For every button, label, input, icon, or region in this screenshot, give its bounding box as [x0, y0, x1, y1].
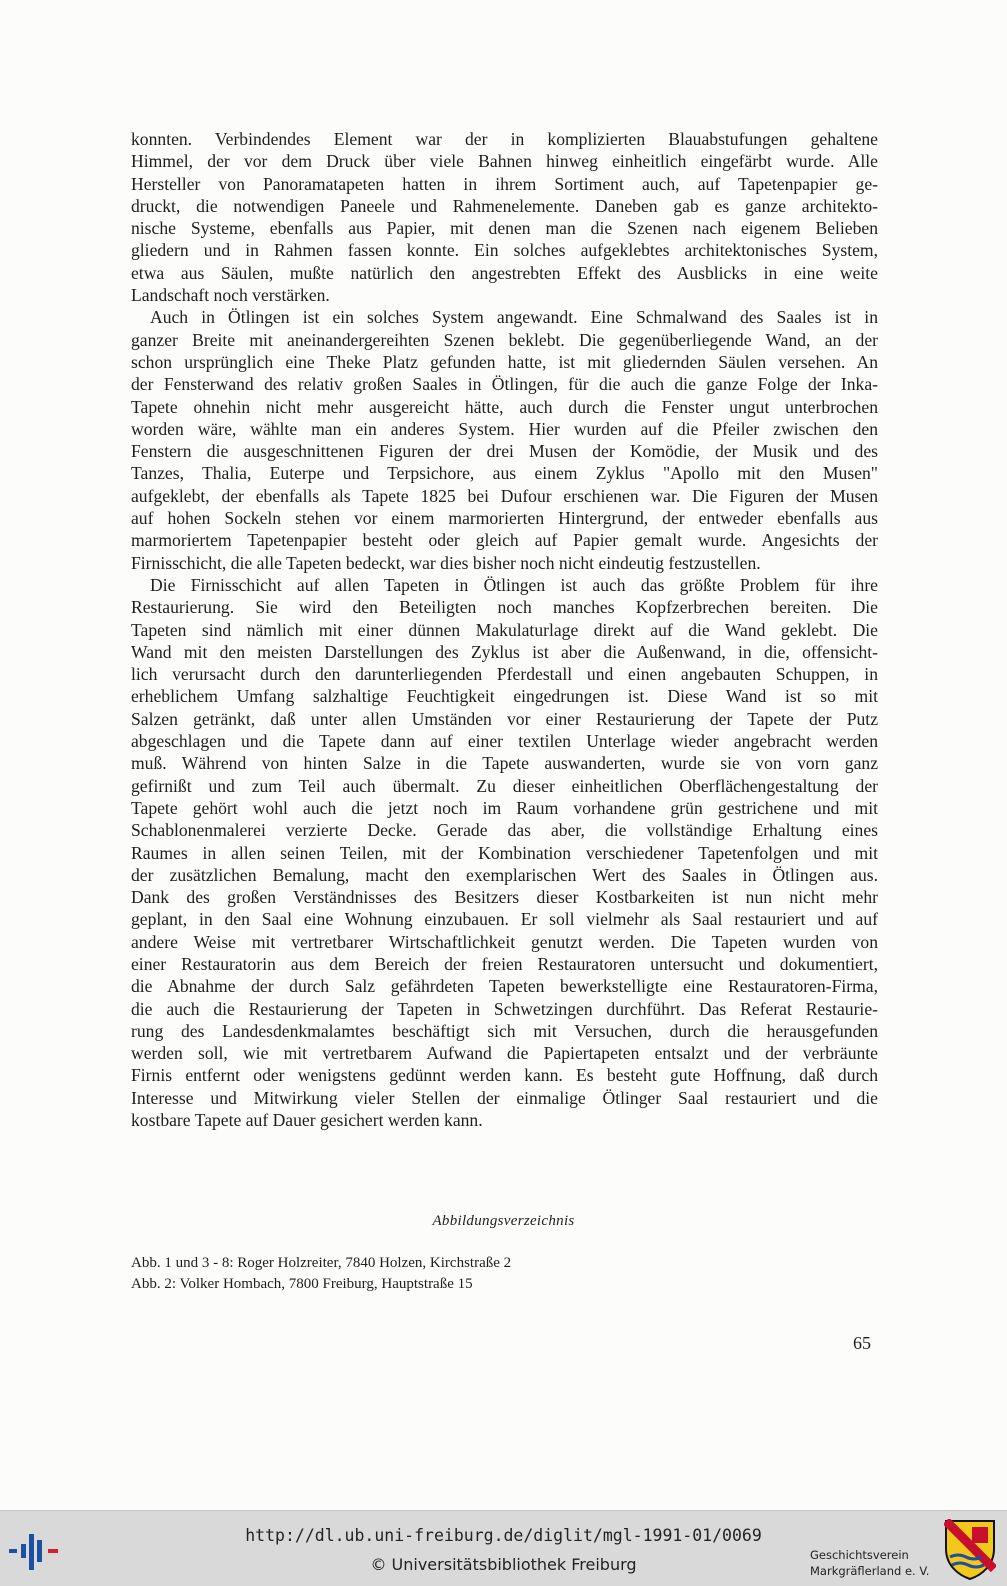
- text-line: druckt, die notwendigen Paneele und Rahmenelemente. Daneben gab es ganze architekto-: [131, 195, 878, 216]
- text-line: Restaurierung. Sie wird den Beteiligten noch manches Kopfzerbrechen bereiten. Die: [131, 597, 878, 618]
- text-line: die auch die Restaurierung der Tapeten in Schwetzingen durchführt. Das Referat Restaurie-: [131, 998, 878, 1019]
- coat-of-arms-icon: [944, 1519, 996, 1581]
- page-number: 65: [853, 1333, 871, 1353]
- text-line: Tanzes, Thalia, Euterpe und Terpsichore, aus einem Zyklus "Apollo mit den Musen": [131, 463, 878, 484]
- text-line: Firnis entfernt oder wenigstens gedünnt werden kann. Es besteht gute Hoffnung, daß durch: [131, 1065, 878, 1086]
- text-line: Schablonenmalerei verzierte Decke. Gerade das aber, die vollständige Erhaltung eines: [131, 820, 878, 841]
- text-line: abgeschlagen und die Tapete dann auf einer textilen Unterlage wieder angebracht werden: [131, 731, 878, 752]
- text-line: Hersteller von Panoramatapeten hatten in ihrem Sortiment auch, auf Tapetenpapier ge-: [131, 173, 878, 194]
- text-line: etwa aus Säulen, mußte natürlich den angestrebten Effekt des Ausblicks in eine weite: [131, 262, 878, 283]
- text-line: Wand mit den meisten Darstellungen des Zyklus ist aber die Außenwand, in die, offensicht-: [131, 641, 878, 662]
- text-line: Dank des großen Verständnisses des Besitzers dieser Kostbarkeiten ist nun nicht mehr: [131, 887, 878, 908]
- text-line: gliedern und in Rahmen fassen konnte. Ein solches aufgeklebtes architektonisches System,: [131, 240, 878, 261]
- text-line: Fenstern die ausgeschnittenen Figuren der drei Musen der Komödie, der Musik und des: [131, 441, 878, 462]
- figures-heading: Abbildungsverzeichnis: [432, 1213, 575, 1229]
- text-line: rung des Landesdenkmalamtes beschäftigt sich mit Versuchen, durch die herausgefunden: [131, 1020, 878, 1041]
- text-line: Himmel, der vor dem Druck über viele Bahnen hinweg einheitlich eingefärbt wurde. Alle: [131, 151, 878, 172]
- text-line: Tapeten sind nämlich mit einer dünnen Makulaturlage direkt auf die Wand geklebt. Die: [131, 619, 878, 640]
- text-line: Tapete gehört wohl auch die jetzt noch im Raum vorhandene grün gestrichene und mit: [131, 797, 878, 818]
- viewer-footer: [0, 1510, 1007, 1586]
- text-line: die Abnahme der durch Salz gefährdeten Tapeten bewerkstelligte eine Restauratoren-Firma,: [131, 976, 878, 997]
- text-line: muß. Während von hinten Salze in die Tapete auswanderten, wurde sie von vorn ganz: [131, 753, 878, 774]
- article-body: [131, 128, 878, 1131]
- text-line: Salzen getränkt, daß unter allen Umständen vor einer Restaurierung der Tapete der Putz: [131, 708, 878, 729]
- society-name-line: Markgräflerland e. V.: [810, 1564, 930, 1578]
- text-line: konnten. Verbindendes Element war der in komplizierten Blauabstufungen gehaltene: [131, 129, 878, 149]
- text-line: erheblichem Umfang salzhaltige Feuchtigkeit eingedrungen ist. Diese Wand ist so mit: [131, 686, 878, 707]
- text-line: Auch in Ötlingen ist ein solches System angewandt. Eine Schmalwand des Saales ist in: [150, 307, 878, 328]
- text-line: nische Systeme, ebenfalls aus Papier, mit denen man die Szenen nach eigenem Belieben: [131, 218, 878, 239]
- text-line: Tapete ohnehin nicht mehr ausgereicht hätte, auch durch die Fenster ungut unterbrochen: [131, 396, 878, 417]
- figure-credit-line: Abb. 1 und 3 - 8: Roger Holzreiter, 7840 Holzen, Kirchstraße 2: [131, 1255, 512, 1271]
- text-line: der zusätzlichen Bemalung, macht den exemplarischen Wert des Saales in Ötlingen aus.: [131, 864, 878, 885]
- figure-credit-line: Abb. 2: Volker Hombach, 7800 Freiburg, Hauptstraße 15: [131, 1276, 473, 1292]
- text-line: gefirnißt und zum Teil auch übermalt. Zu dieser einheitlichen Oberflächengestaltung der: [131, 775, 878, 796]
- text-line: marmoriertem Tapetenpapier besteht oder gleich auf Papier gemalt wurde. Angesichts der: [131, 530, 878, 551]
- text-line: worden wäre, wählte man ein anderes System. Hier wurden auf die Pfeiler zwischen den: [131, 418, 878, 439]
- figure-credits: [131, 1253, 511, 1295]
- text-line: werden soll, wie mit vertretbarem Aufwand die Papiertapeten entsalzt und der verbräunte: [131, 1043, 878, 1064]
- text-line: auf hohen Sockeln stehen vor einem marmorierten Hintergrund, der entweder ebenfalls aus: [131, 508, 878, 529]
- text-line: Raumes in allen seinen Teilen, mit der Kombination verschiedener Tapetenfolgen und mit: [131, 842, 878, 863]
- text-line: einer Restauratorin aus dem Bereich der freien Restauratoren untersucht und dokumentiert,: [131, 953, 878, 974]
- document-url-link[interactable]: http://dl.ub.uni-freiburg.de/diglit/mgl-1991-01/0069: [245, 1526, 762, 1545]
- copyright-notice: © Universitätsbibliothek Freiburg: [370, 1555, 637, 1574]
- society-name-line: Geschichtsverein: [810, 1548, 909, 1562]
- text-line: aufgeklebt, der ebenfalls als Tapete 1825 bei Dufour erschienen war. Die Figuren der Musen: [131, 485, 878, 506]
- text-line: kostbare Tapete auf Dauer gesichert werden kann.: [131, 1110, 483, 1131]
- text-line: lich verursacht durch den darunterliegenden Pferdestall und einen angebauten Schuppen, in: [131, 664, 878, 685]
- text-line: Firnisschicht, die alle Tapeten bedeckt, war dies bisher noch nicht eindeutig festzustellen.: [131, 552, 761, 573]
- text-line: geplant, in den Saal eine Wohnung einzubauen. Er soll vielmehr als Saal restauriert und auf: [131, 909, 878, 930]
- text-line: Die Firnisschicht auf allen Tapeten in Ötlingen ist auch das größte Problem für ihre: [150, 574, 878, 595]
- text-line: Landschaft noch verstärken.: [131, 285, 330, 306]
- text-line: schon ursprünglich eine Theke Platz gefunden hatte, ist mit gliedernden Säulen versehen. An: [131, 351, 878, 372]
- text-line: der Fensterwand des relativ großen Saales in Ötlingen, für die auch die ganze Folge der Inka-: [131, 374, 878, 395]
- society-name: [810, 1547, 929, 1579]
- text-line: ganzer Breite mit aneinandergereihten Szenen beklebt. Die gegenüberliegende Wand, an der: [131, 329, 878, 350]
- text-line: andere Weise mit vertretbarer Wirtschaftlichkeit genutzt werden. Die Tapeten wurden von: [131, 931, 878, 952]
- text-line: Interesse und Mitwirkung vieler Stellen der einmalige Ötlinger Saal restauriert und die: [131, 1087, 878, 1108]
